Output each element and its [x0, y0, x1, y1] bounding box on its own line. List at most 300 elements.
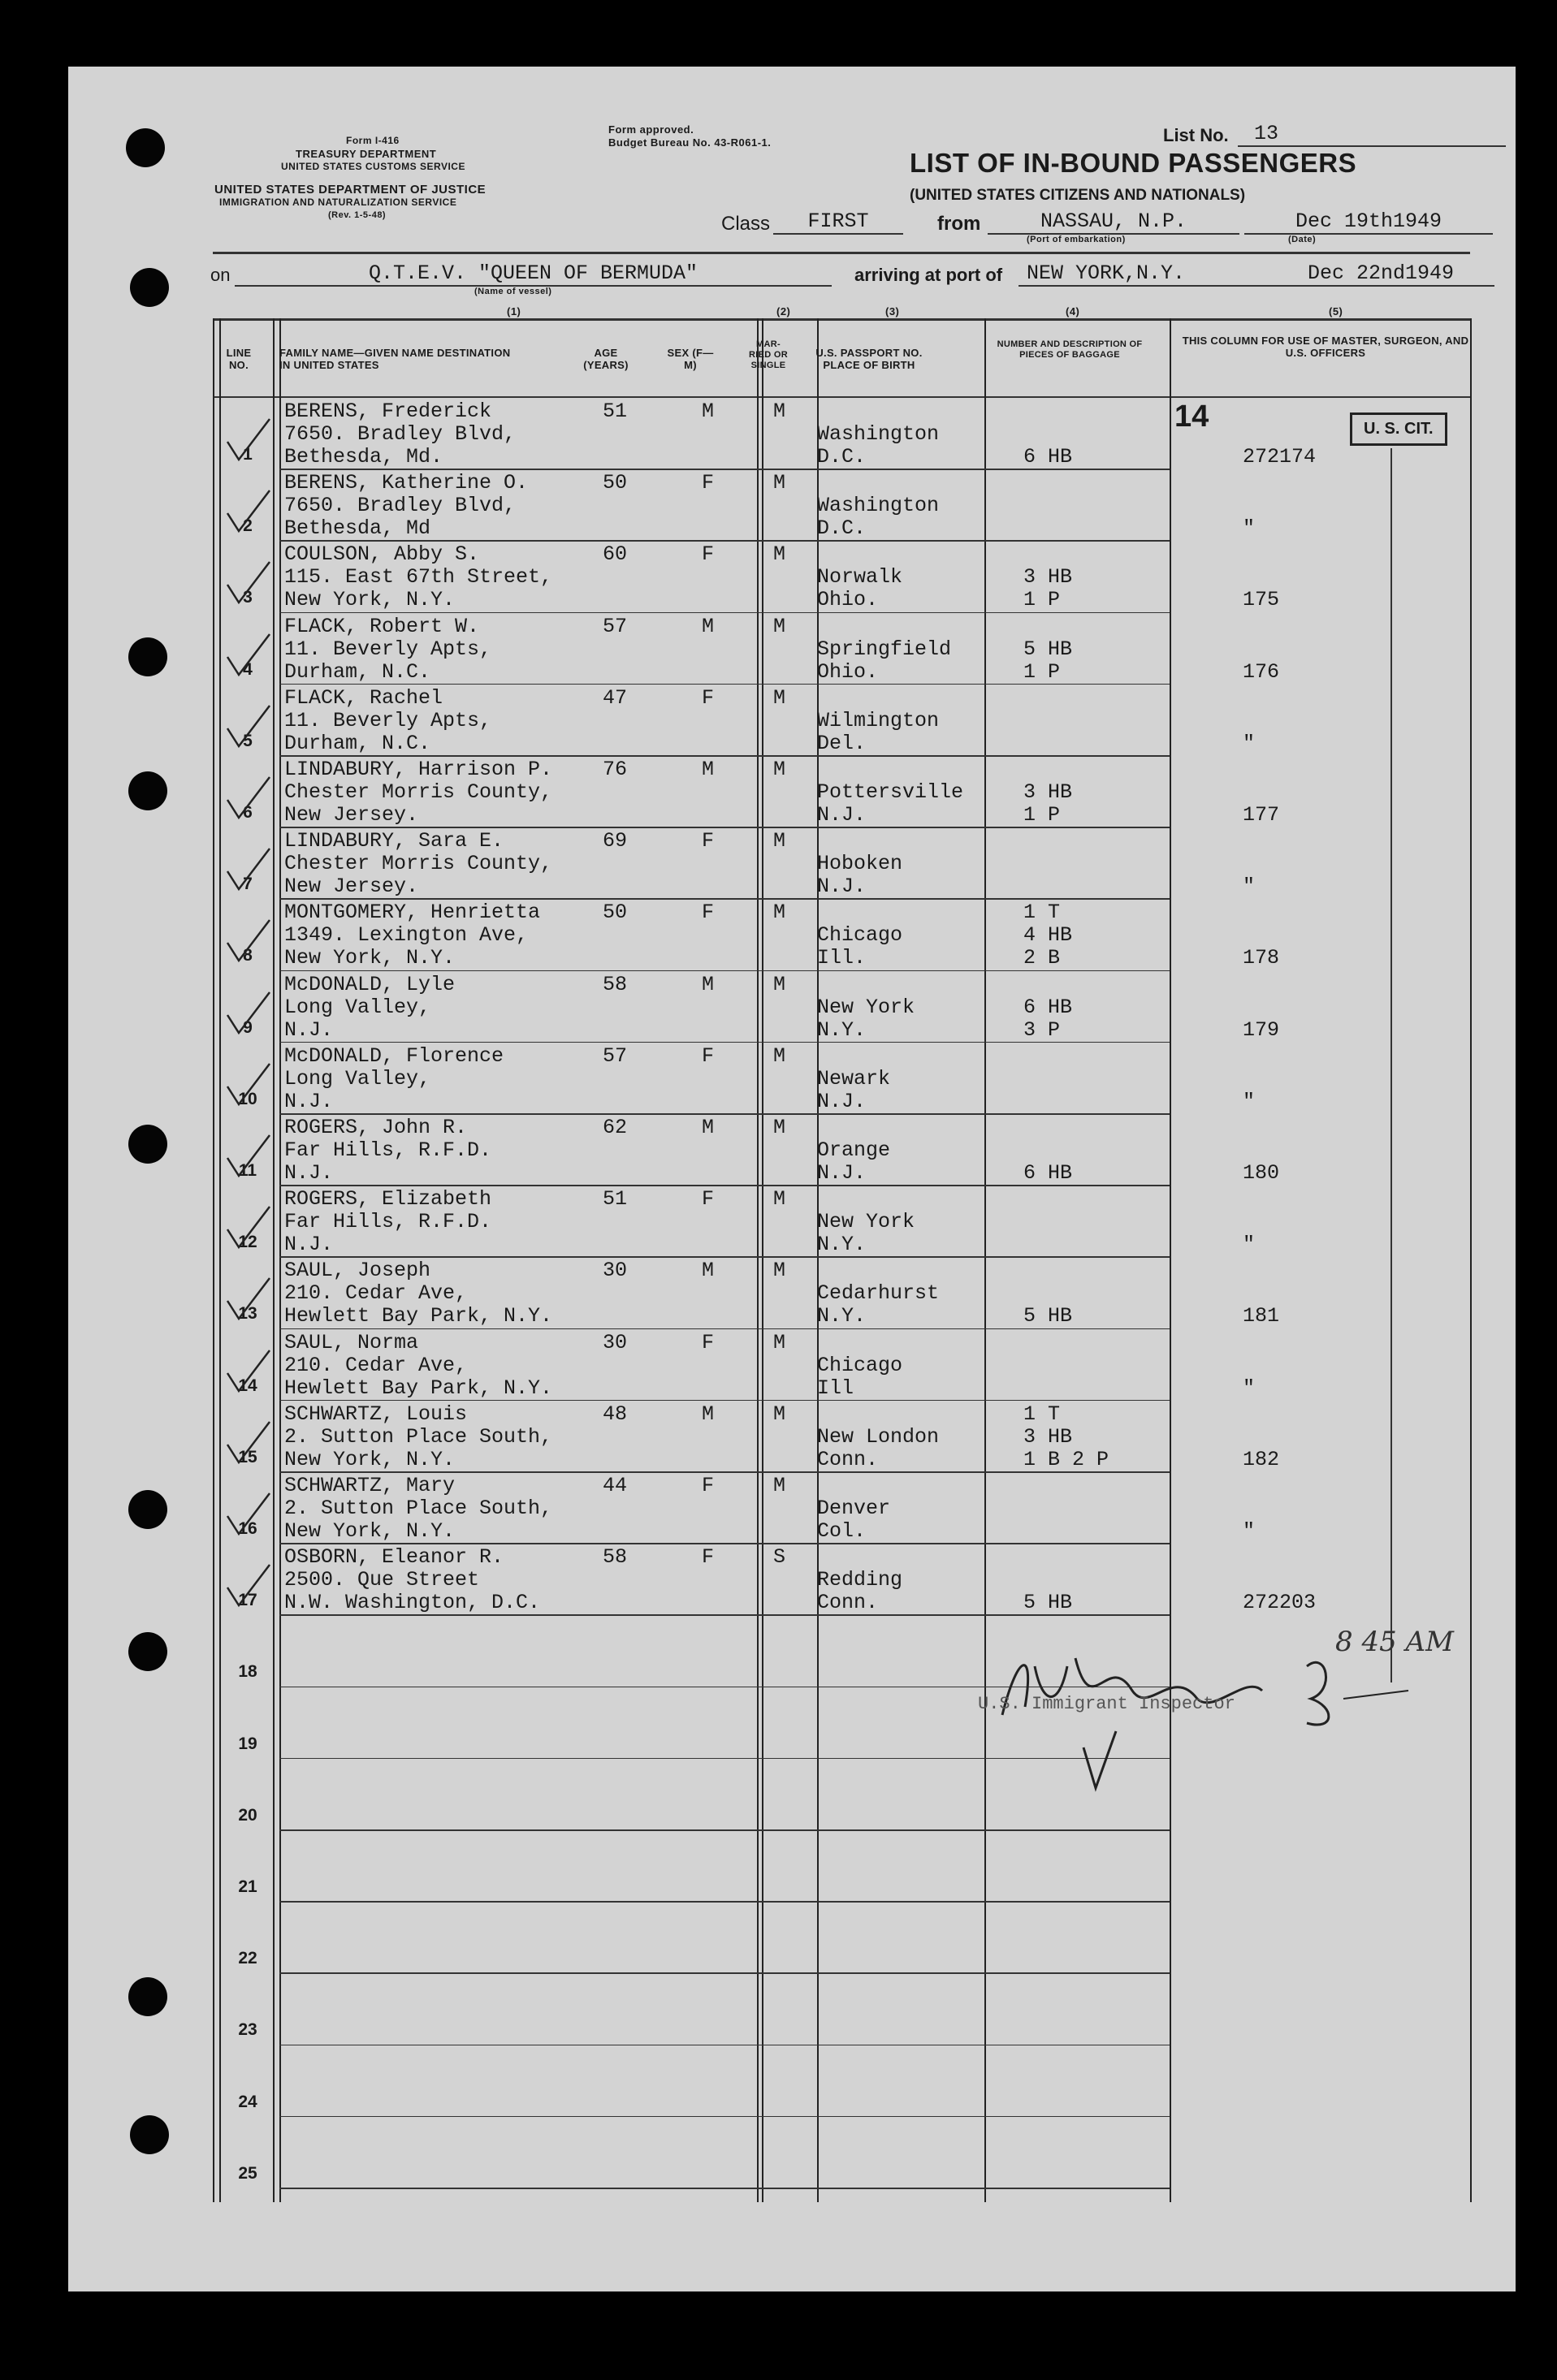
passenger-name: COULSON, Abby S.: [284, 542, 480, 567]
birthplace: Chicago: [817, 923, 903, 948]
passenger-address: Long Valley,: [284, 1066, 431, 1091]
line-number: 4: [243, 659, 253, 679]
marital-status: M: [773, 614, 786, 638]
birthplace: Redding: [817, 1568, 903, 1592]
row-divider: [279, 755, 1170, 757]
date-caption: (Date): [1288, 235, 1317, 244]
passenger-age: 62: [603, 1116, 628, 1139]
birthplace-state: N.J.: [817, 1089, 867, 1113]
check-mark-icon: [224, 1132, 273, 1181]
marital-status: M: [773, 471, 786, 495]
line-number: 2: [243, 516, 253, 536]
officer-remark: ": [1243, 516, 1256, 541]
passenger-address: 115. East 67th Street,: [284, 565, 553, 590]
line-number: 16: [238, 1519, 257, 1538]
birthplace-state: Ohio.: [817, 659, 879, 684]
punch-hole: [128, 1632, 167, 1671]
officer-remark: 175: [1243, 588, 1280, 612]
line-number: 3: [243, 588, 253, 607]
passenger-age: 51: [603, 400, 628, 423]
line-number: 25: [238, 2163, 257, 2183]
birthplace-state: N.Y.: [817, 1017, 867, 1042]
marital-status: M: [773, 758, 786, 781]
punch-hole: [128, 771, 167, 810]
marital-status: M: [773, 400, 786, 423]
birthplace: Springfield: [817, 637, 952, 661]
customs-service: UNITED STATES CUSTOMS SERVICE: [281, 161, 465, 172]
officer-remark: 177: [1243, 803, 1280, 827]
passenger-city: Bethesda, Md: [284, 516, 431, 541]
passenger-city: New York, N.Y.: [284, 1519, 456, 1543]
form-revision: (Rev. 1-5-48): [328, 210, 387, 220]
line-number: 24: [238, 2092, 257, 2111]
passenger-city: N.J.: [284, 1017, 334, 1042]
baggage-line-3: 6 HB: [1023, 445, 1073, 469]
form-sheet: [68, 67, 1516, 2291]
birthplace: Orange: [817, 1138, 891, 1162]
passenger-sex: M: [702, 1402, 715, 1426]
row-divider: [279, 469, 1170, 470]
check-mark-icon: [224, 1490, 273, 1539]
column-number: (2): [776, 305, 791, 317]
check-mark-icon: [224, 1203, 273, 1252]
line-number: 1: [243, 445, 253, 464]
passenger-city: Bethesda, Md.: [284, 445, 443, 469]
passenger-city: New York, N.Y.: [284, 946, 456, 970]
table-column-divider: [219, 318, 221, 2202]
vessel-name-caption: (Name of vessel): [474, 287, 552, 296]
row-divider: [279, 1471, 1170, 1473]
arrival-port: NEW YORK,N.Y.: [1019, 261, 1270, 287]
baggage-line-3: 1 P: [1023, 588, 1061, 612]
birthplace: Washington: [817, 494, 940, 518]
passenger-address: 1349. Lexington Ave,: [284, 923, 529, 948]
passenger-sex: M: [702, 972, 715, 996]
row-divider: [279, 612, 1170, 614]
baggage-line-2: 3 HB: [1023, 565, 1073, 590]
passenger-sex: F: [702, 829, 715, 853]
list-no-label: List No.: [1163, 125, 1229, 145]
passenger-name: LINDABURY, Harrison P.: [284, 758, 553, 781]
passenger-sex: M: [702, 1116, 715, 1139]
inspector-time: 8 45 AM: [1335, 1626, 1454, 1658]
birthplace: Norwalk: [817, 565, 903, 590]
baggage-line-1: 1 T: [1023, 1402, 1061, 1426]
col-married-single: MAR- RIED OR SINGLE: [749, 339, 788, 370]
table-column-divider: [273, 318, 275, 2202]
officer-remark: 179: [1243, 1017, 1280, 1042]
row-divider: [279, 1256, 1170, 1258]
baggage-line-2: 5 HB: [1023, 637, 1073, 661]
passenger-address: 210. Cedar Ave,: [284, 1353, 468, 1377]
passenger-age: 60: [603, 542, 628, 567]
line-number: 13: [238, 1304, 257, 1324]
line-number: 14: [238, 1376, 257, 1395]
baggage-line-3: 1 P: [1023, 659, 1061, 684]
birthplace-state: Ill: [817, 1376, 854, 1400]
table-header-bottom: [213, 396, 1470, 398]
row-divider: [279, 2188, 1170, 2189]
birthplace: New London: [817, 1424, 940, 1449]
table-column-divider: [279, 318, 281, 2202]
passenger-city: New York, N.Y.: [284, 1447, 456, 1471]
marital-status: M: [773, 829, 786, 853]
punch-hole: [128, 1125, 167, 1164]
col-line-no: LINE NO.: [226, 347, 252, 371]
birthplace-state: D.C.: [817, 516, 867, 541]
officer-remark: 272203: [1243, 1591, 1317, 1615]
baggage-line-3: 5 HB: [1023, 1591, 1073, 1615]
row-divider: [279, 2045, 1170, 2046]
passenger-city: Durham, N.C.: [284, 731, 431, 755]
passenger-address: 2. Sutton Place South,: [284, 1497, 553, 1520]
row-divider: [279, 1614, 1170, 1616]
check-mark-icon: [224, 487, 273, 536]
birthplace-state: D.C.: [817, 445, 867, 469]
passenger-sex: F: [702, 1043, 715, 1068]
row-divider: [279, 1543, 1170, 1544]
passenger-city: New Jersey.: [284, 875, 419, 899]
marital-status: M: [773, 901, 786, 925]
form-subtitle: (UNITED STATES CITIZENS AND NATIONALS): [910, 187, 1246, 204]
birthplace-state: Ohio.: [817, 588, 879, 612]
marital-status: M: [773, 685, 786, 710]
marital-status: M: [773, 1330, 786, 1354]
passenger-city: Hewlett Bay Park, N.Y.: [284, 1376, 553, 1400]
punch-hole: [130, 2115, 169, 2154]
passenger-address: Chester Morris County,: [284, 780, 553, 804]
vessel-name: Q.T.E.V. "QUEEN OF BERMUDA": [235, 261, 832, 287]
birthplace: New York: [817, 1210, 915, 1234]
form-title: LIST OF IN-BOUND PASSENGERS: [910, 148, 1357, 178]
passenger-address: Far Hills, R.F.D.: [284, 1210, 492, 1234]
class-label: Class: [721, 213, 771, 235]
form-approved: Form approved.: [608, 123, 694, 136]
birthplace-state: N.J.: [817, 875, 867, 899]
passenger-name: BERENS, Frederick: [284, 400, 492, 423]
check-mark-icon: [224, 917, 273, 965]
table-column-divider: [1170, 318, 1171, 2202]
passenger-age: 58: [603, 1545, 628, 1570]
passenger-sex: M: [702, 400, 715, 423]
row-divider: [279, 970, 1170, 972]
line-number: 18: [238, 1662, 257, 1682]
line-number: 23: [238, 2020, 257, 2040]
on-label: on: [210, 265, 231, 285]
line-number: 9: [243, 1017, 253, 1037]
passenger-age: 44: [603, 1474, 628, 1497]
birthplace-state: Conn.: [817, 1447, 879, 1471]
passenger-address: 210. Cedar Ave,: [284, 1281, 468, 1306]
passenger-sex: F: [702, 685, 715, 710]
col-age: AGE (YEARS): [583, 347, 629, 371]
birthplace-state: N.J.: [817, 803, 867, 827]
birthplace: New York: [817, 995, 915, 1019]
marital-status: M: [773, 1187, 786, 1212]
row-divider: [279, 1042, 1170, 1043]
officer-remark: 180: [1243, 1161, 1280, 1185]
officer-remark: ": [1243, 1089, 1256, 1113]
marital-status: M: [773, 542, 786, 567]
line-number: 6: [243, 803, 253, 822]
col-name-destination: FAMILY NAME—GIVEN NAME DESTINATION IN UNITED STATES: [279, 347, 511, 371]
passenger-age: 58: [603, 972, 628, 996]
passenger-name: FLACK, Robert W.: [284, 614, 480, 638]
punch-hole: [128, 1977, 167, 2016]
check-mark-icon: [224, 416, 273, 464]
ins-service: IMMIGRATION AND NATURALIZATION SERVICE: [219, 197, 457, 208]
column-number: (4): [1066, 305, 1080, 317]
line-number: 21: [238, 1877, 257, 1896]
line-number: 17: [238, 1591, 257, 1610]
passenger-city: N.W. Washington, D.C.: [284, 1591, 541, 1615]
birthplace-state: Conn.: [817, 1591, 879, 1615]
passenger-name: OSBORN, Eleanor R.: [284, 1545, 504, 1570]
us-citizen-stamp: U. S. CIT.: [1350, 413, 1447, 446]
birthplace-state: N.J.: [817, 1161, 867, 1185]
passenger-city: New Jersey.: [284, 803, 419, 827]
passenger-name: BERENS, Katherine O.: [284, 471, 529, 495]
passenger-name: SCHWARTZ, Mary: [284, 1474, 456, 1497]
row-divider: [279, 898, 1170, 900]
passenger-address: 2500. Que Street: [284, 1568, 480, 1592]
passenger-sex: F: [702, 471, 715, 495]
line-number: 22: [238, 1949, 257, 1968]
row-divider: [279, 1901, 1170, 1903]
passenger-age: 30: [603, 1330, 628, 1354]
birthplace: Pottersville: [817, 780, 964, 804]
line-number: 5: [243, 731, 253, 750]
baggage-line-2: 3 HB: [1023, 1424, 1073, 1449]
passenger-name: SAUL, Joseph: [284, 1259, 431, 1283]
check-mark-icon: [224, 1419, 273, 1467]
passenger-address: Long Valley,: [284, 995, 431, 1019]
passenger-age: 48: [603, 1402, 628, 1426]
officer-remark: ": [1243, 1376, 1256, 1400]
passenger-age: 76: [603, 758, 628, 781]
check-mark-icon: [224, 702, 273, 751]
check-mark-icon: [224, 1275, 273, 1324]
arriving-label: arriving at port of: [854, 265, 1003, 285]
port-of-embarkation-caption: (Port of embarkation): [1027, 235, 1126, 244]
marital-status: M: [773, 972, 786, 996]
passenger-city: N.J.: [284, 1161, 334, 1185]
passenger-name: SCHWARTZ, Louis: [284, 1402, 468, 1426]
birthplace: Washington: [817, 422, 940, 446]
baggage-line-3: 3 P: [1023, 1017, 1061, 1042]
passenger-sex: F: [702, 901, 715, 925]
check-mark-icon: [224, 1060, 273, 1109]
line-number: 10: [238, 1089, 257, 1108]
baggage-line-2: 4 HB: [1023, 923, 1073, 948]
line-number: 11: [238, 1161, 257, 1180]
passenger-address: 11. Beverly Apts,: [284, 637, 492, 661]
passenger-age: 30: [603, 1259, 628, 1283]
check-mark-icon: [224, 1347, 273, 1396]
punch-hole: [130, 268, 169, 307]
birthplace: Cedarhurst: [817, 1281, 940, 1306]
table-column-divider: [984, 318, 986, 2202]
passenger-name: McDONALD, Florence: [284, 1043, 504, 1068]
baggage-line-3: 1 P: [1023, 803, 1061, 827]
officer-remark: ": [1243, 1519, 1256, 1543]
passenger-age: 57: [603, 614, 628, 638]
punch-hole: [128, 637, 167, 676]
marital-status: M: [773, 1402, 786, 1426]
table-column-divider: [213, 318, 214, 2202]
row-divider: [279, 2116, 1170, 2118]
page-number: 14: [1174, 400, 1209, 434]
passenger-name: LINDABURY, Sara E.: [284, 829, 504, 853]
arrival-date: Dec 22nd1949: [1267, 261, 1494, 287]
line-number: 7: [243, 875, 253, 894]
passenger-sex: F: [702, 1187, 715, 1212]
birthplace-state: Col.: [817, 1519, 867, 1543]
table-header-border: [213, 252, 1470, 254]
passenger-sex: F: [702, 1330, 715, 1354]
passenger-sex: M: [702, 758, 715, 781]
officer-remark: 181: [1243, 1304, 1280, 1328]
passenger-name: SAUL, Norma: [284, 1330, 419, 1354]
row-divider: [279, 1400, 1170, 1402]
passenger-city: N.J.: [284, 1233, 334, 1257]
baggage-line-3: 1 B 2 P: [1023, 1447, 1109, 1471]
passenger-age: 47: [603, 685, 628, 710]
line-number: 20: [238, 1805, 257, 1825]
passenger-address: Far Hills, R.F.D.: [284, 1138, 492, 1162]
line-number: 19: [238, 1734, 257, 1753]
row-divider: [279, 684, 1170, 685]
baggage-line-2: 3 HB: [1023, 780, 1073, 804]
passenger-city: Durham, N.C.: [284, 659, 431, 684]
marital-status: M: [773, 1116, 786, 1139]
check-mark-icon: [224, 989, 273, 1038]
row-divider: [279, 1185, 1170, 1186]
column-number: (1): [507, 305, 521, 317]
col-baggage: NUMBER AND DESCRIPTION OF PIECES OF BAGGAGE: [997, 339, 1143, 360]
punch-hole: [128, 1490, 167, 1529]
column-number: (3): [885, 305, 900, 317]
list-no-value: 13: [1238, 122, 1506, 147]
baggage-line-3: 6 HB: [1023, 1161, 1073, 1185]
baggage-line-3: 5 HB: [1023, 1304, 1073, 1328]
officer-remark: ": [1243, 1233, 1256, 1257]
passenger-age: 50: [603, 471, 628, 495]
col-sex: SEX (F—M): [667, 347, 714, 371]
class-value: FIRST: [773, 209, 903, 235]
passenger-address: 11. Beverly Apts,: [284, 708, 492, 732]
row-divider: [279, 1829, 1170, 1831]
officer-remark: 182: [1243, 1447, 1280, 1471]
birthplace: Denver: [817, 1497, 891, 1520]
punch-hole: [126, 128, 165, 167]
port-of-embarkation: NASSAU, N.P.: [988, 209, 1239, 235]
line-number: 12: [238, 1233, 257, 1252]
passenger-address: Chester Morris County,: [284, 852, 553, 876]
embarkation-date: Dec 19th1949: [1244, 209, 1493, 235]
baggage-line-2: 6 HB: [1023, 995, 1073, 1019]
treasury-department: TREASURY DEPARTMENT: [296, 148, 437, 160]
marital-status: M: [773, 1043, 786, 1068]
inspector-caption: U.S. Immigrant Inspector: [978, 1694, 1235, 1714]
passenger-sex: M: [702, 1259, 715, 1283]
passenger-city: New York, N.Y.: [284, 588, 456, 612]
passenger-age: 57: [603, 1043, 628, 1068]
birthplace: Hoboken: [817, 852, 903, 876]
baggage-line-3: 2 B: [1023, 946, 1061, 970]
marital-status: M: [773, 1474, 786, 1497]
check-mark-icon: [224, 774, 273, 823]
passenger-sex: F: [702, 1474, 715, 1497]
table-column-divider: [757, 318, 759, 2202]
officer-remark: 178: [1243, 946, 1280, 970]
marital-status: M: [773, 1259, 786, 1283]
budget-bureau: Budget Bureau No. 43-R061-1.: [608, 136, 772, 149]
passenger-age: 51: [603, 1187, 628, 1212]
marital-status: S: [773, 1545, 786, 1570]
row-divider: [279, 1113, 1170, 1115]
officer-remark: ": [1243, 875, 1256, 899]
line-number: 8: [243, 946, 253, 965]
officer-remark: 272174: [1243, 445, 1317, 469]
passenger-address: 2. Sutton Place South,: [284, 1424, 553, 1449]
line-number: 15: [238, 1447, 257, 1466]
check-mark-icon: [224, 1561, 273, 1610]
row-divider: [279, 540, 1170, 542]
table-top-border: [213, 318, 1470, 321]
from-label: from: [937, 213, 981, 235]
birthplace-state: Del.: [817, 731, 867, 755]
baggage-line-1: 1 T: [1023, 901, 1061, 925]
table-column-divider: [762, 318, 763, 2202]
check-mark-icon: [224, 559, 273, 607]
birthplace-state: N.Y.: [817, 1304, 867, 1328]
passenger-address: 7650. Bradley Blvd,: [284, 494, 517, 518]
passenger-name: FLACK, Rachel: [284, 685, 443, 710]
passenger-address: 7650. Bradley Blvd,: [284, 422, 517, 446]
passenger-city: Hewlett Bay Park, N.Y.: [284, 1304, 553, 1328]
birthplace-state: N.Y.: [817, 1233, 867, 1257]
passenger-sex: F: [702, 542, 715, 567]
column-number: (5): [1329, 305, 1343, 317]
check-mark-icon: [224, 845, 273, 894]
birthplace: Wilmington: [817, 708, 940, 732]
passenger-sex: F: [702, 1545, 715, 1570]
form-number: Form I-416: [346, 135, 400, 146]
passenger-age: 69: [603, 829, 628, 853]
passenger-city: N.J.: [284, 1089, 334, 1113]
row-divider: [279, 1972, 1170, 1974]
passenger-name: McDONALD, Lyle: [284, 972, 456, 996]
birthplace: Chicago: [817, 1353, 903, 1377]
col-passport-birthplace: U.S. PASSPORT NO. PLACE OF BIRTH: [815, 347, 923, 371]
row-divider: [279, 1328, 1170, 1330]
col-officers-use: THIS COLUMN FOR USE OF MASTER, SURGEON, AND U.S. OFFICERS: [1182, 335, 1469, 359]
passenger-sex: M: [702, 614, 715, 638]
passenger-name: ROGERS, Elizabeth: [284, 1187, 492, 1212]
department-of-justice: UNITED STATES DEPARTMENT OF JUSTICE: [214, 183, 487, 197]
check-mark-icon: [224, 631, 273, 680]
row-divider: [279, 827, 1170, 828]
birthplace-state: Ill.: [817, 946, 867, 970]
officer-remark: 176: [1243, 659, 1280, 684]
birthplace: Newark: [817, 1066, 891, 1091]
passenger-name: MONTGOMERY, Henrietta: [284, 901, 541, 925]
table-column-divider: [1470, 318, 1472, 2202]
passenger-name: ROGERS, John R.: [284, 1116, 468, 1139]
officer-remark: ": [1243, 731, 1256, 755]
passenger-age: 50: [603, 901, 628, 925]
